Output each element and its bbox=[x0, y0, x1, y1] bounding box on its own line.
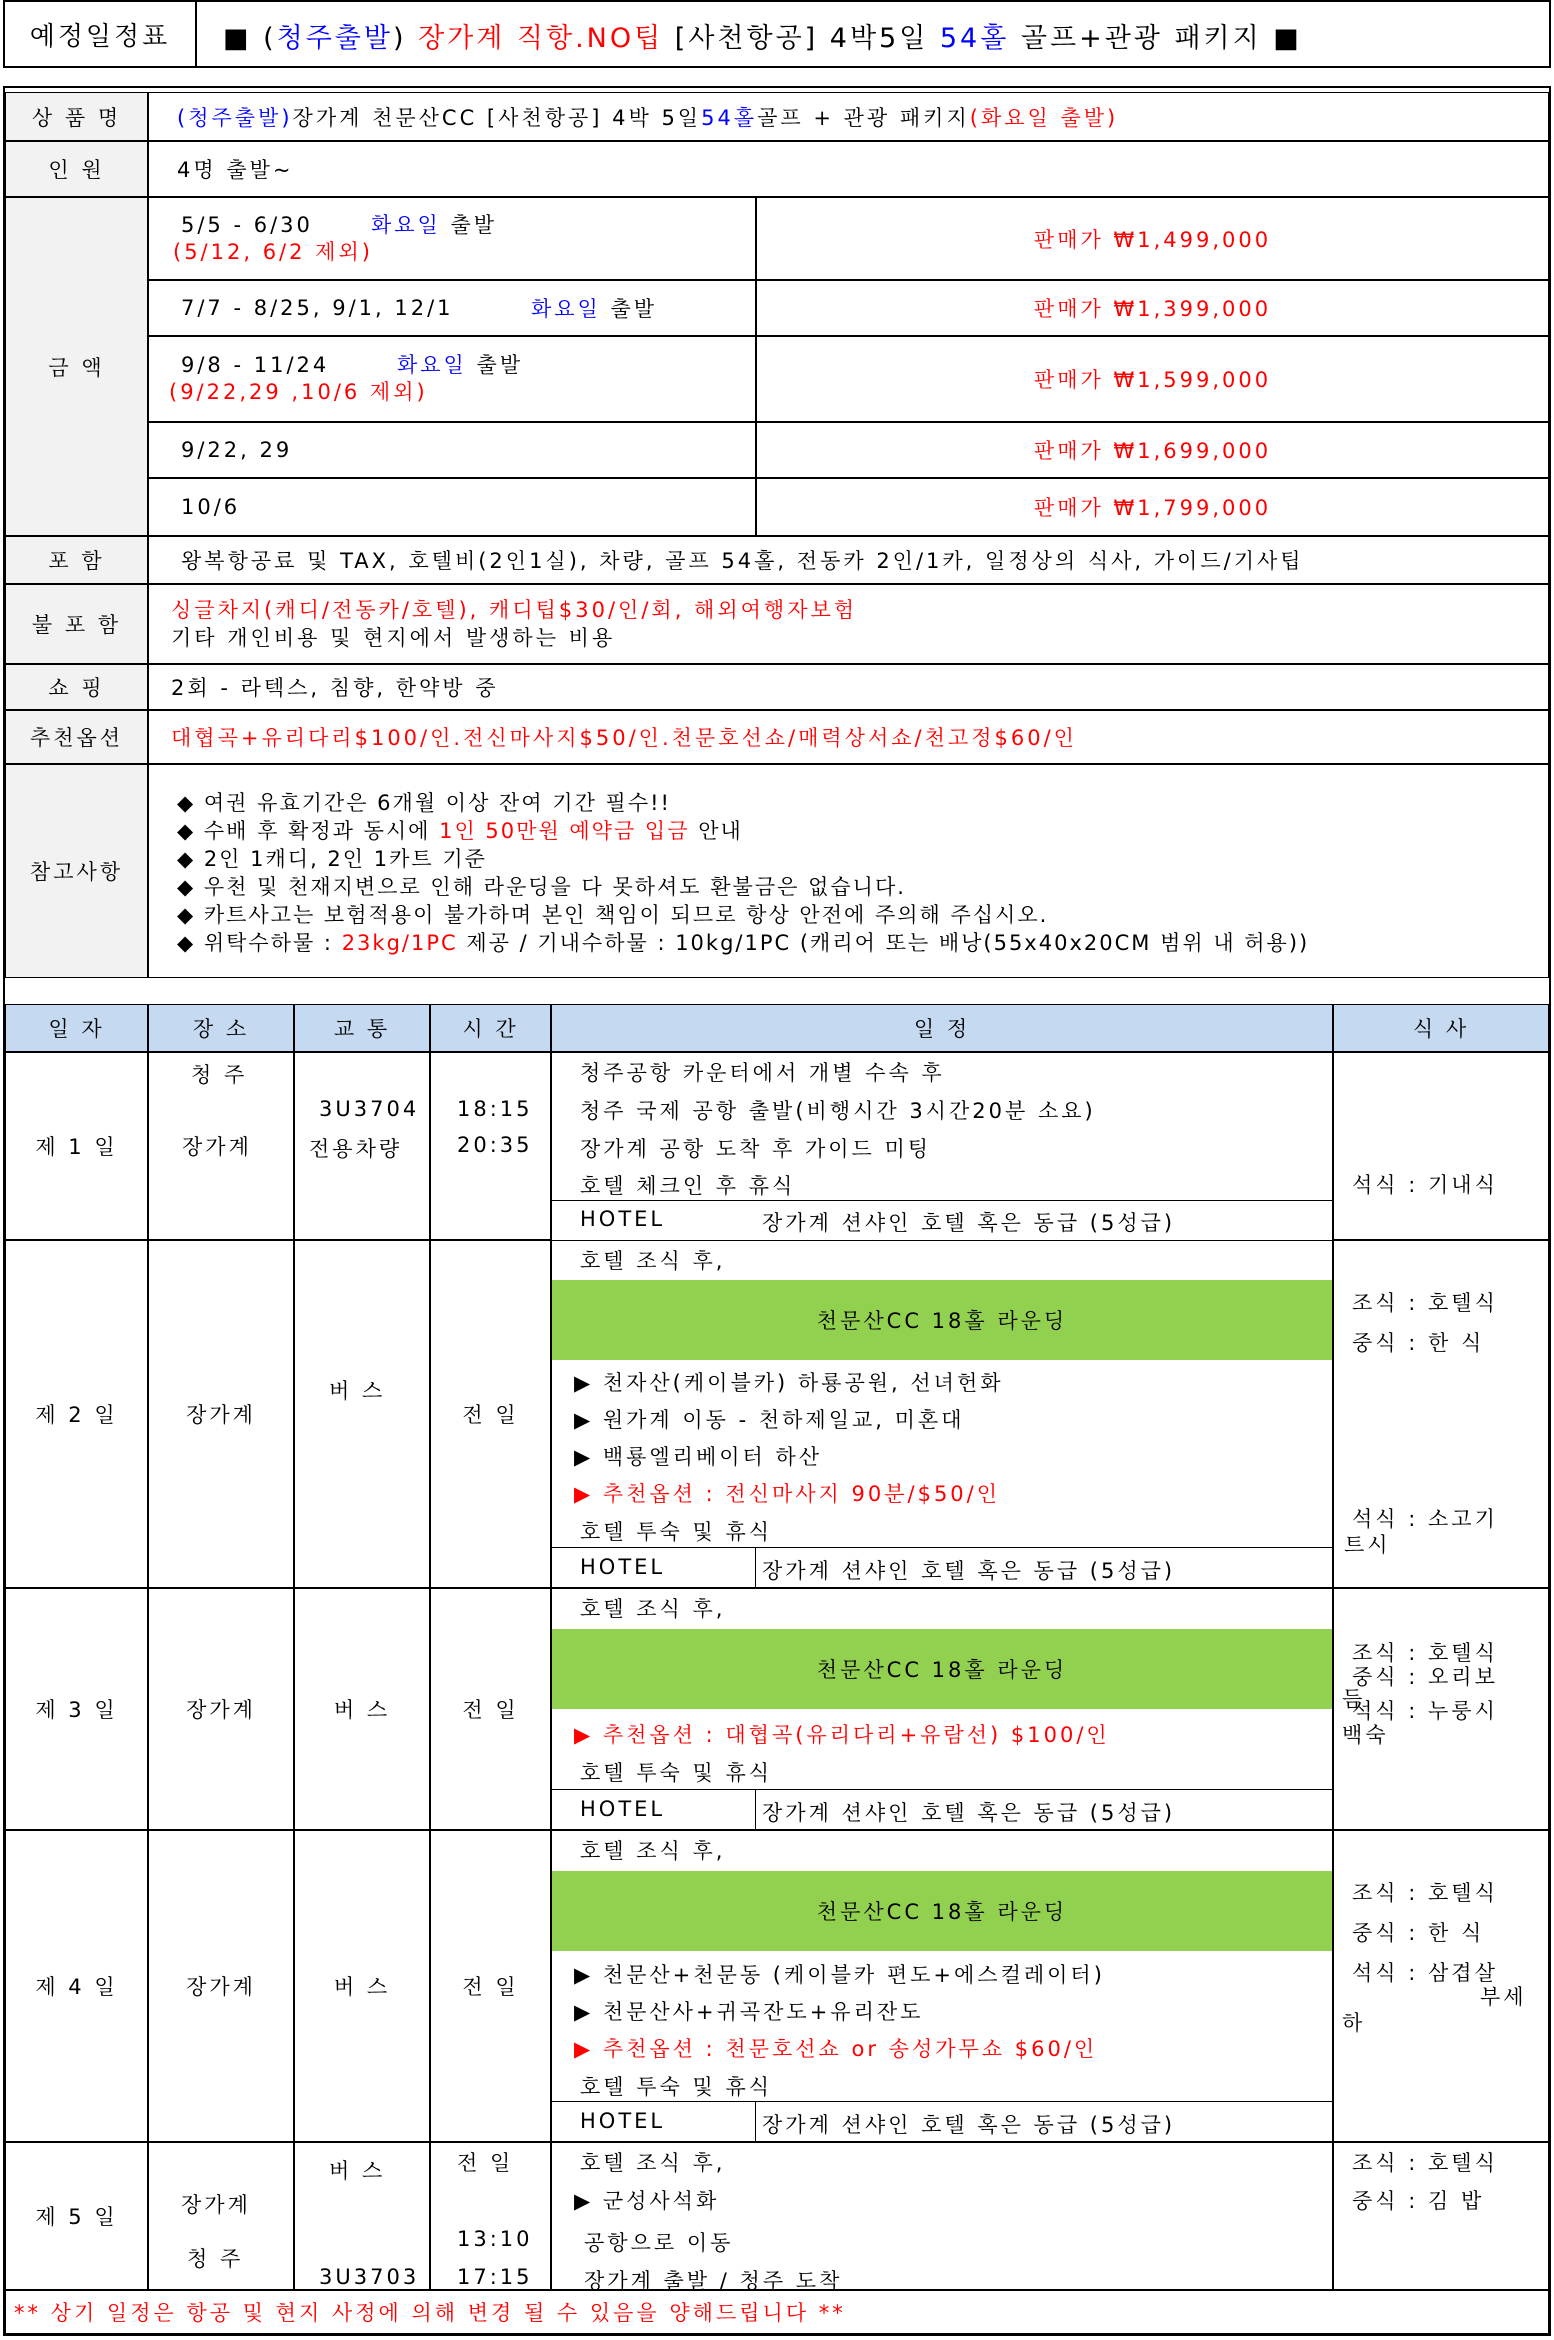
notes-list bbox=[148, 764, 1549, 978]
day-3-hotel-label: HOTEL bbox=[580, 1797, 666, 1821]
day-2-time: 전 일 bbox=[430, 1240, 551, 1588]
day-2-golf: 천문산CC 18홀 라운딩 bbox=[552, 1280, 1332, 1360]
day-3-transport: 버 스 bbox=[294, 1588, 430, 1830]
day-4-label: 제 4 일 bbox=[5, 1830, 148, 2142]
exclude-value: 싱글차지(캐디/전동카/호텔), 캐디팁$30/인/회, 해외여행자보험 기타 개인비용 및 현지에서 발생하는 비용 bbox=[148, 584, 1549, 664]
day-5-transport: 버 스 3U3703 bbox=[294, 2142, 430, 2290]
footer-note: ** 상기 일정은 항공 및 현지 사정에 의해 변경 될 수 있음을 양해드립니다 ** bbox=[5, 2290, 1549, 2334]
col-time: 시 간 bbox=[430, 1004, 551, 1052]
day-1-plan: 청주공항 카운터에서 개별 수속 후 청주 국제 공항 출발(비행시간 3시간20분 소요) 장가계 공항 도착 후 가이드 미팅 호텔 체크인 후 휴식 HOTEL 장가계 션샤인 호텔 혹은 동급 (5성급) bbox=[551, 1052, 1333, 1240]
col-plan: 일 정 bbox=[551, 1004, 1333, 1052]
people-value: 4명 출발~ bbox=[148, 141, 1549, 197]
day-1-time: 18:15 20:35 bbox=[430, 1052, 551, 1240]
product-name: (청주출발) 장가계 천문산CC [사천항공] 4박 5일 54홀 골프 + 관광 패키지 (화요일 출발) bbox=[148, 92, 1549, 141]
page-title: ■ (청주출발) 장가계 직항.NO팁 [사천항공] 4박5일 54홀 골프+관광 패키지 ■ bbox=[223, 23, 1302, 54]
day-2-place: 장가계 bbox=[148, 1240, 294, 1588]
day-4-place: 장가계 bbox=[148, 1830, 294, 2142]
day-3-hotel: 장가계 션샤인 호텔 혹은 동급 (5성급) bbox=[762, 1801, 1176, 1825]
col-place: 장 소 bbox=[148, 1004, 294, 1052]
price-label: 금 액 bbox=[5, 197, 148, 536]
day-1-hotel-label: HOTEL bbox=[580, 1207, 666, 1231]
day-1-label: 제 1 일 bbox=[5, 1052, 148, 1240]
price-value-3: 판매가 ₩1,599,000 bbox=[756, 336, 1549, 422]
exclude-label: 불 포 함 bbox=[5, 584, 148, 664]
note-item: ◆ 여권 유효기간은 6개월 이상 잔여 기간 필수!! bbox=[177, 791, 671, 815]
day-2-plan: 호텔 조식 후, 천문산CC 18홀 라운딩 ▶ 천자산(케이블카) 하룡공원, 선녀헌화 ▶ 원가계 이동 - 천하제일교, 미혼대 ▶ 백룡엘리베이터 하산 ▶ 추천옵션 : 전신마사지 90분/$50/인 호텔 투숙 및 휴식 HOTEL 장가계 션샤인 호텔 혹은 동급 (5성급) bbox=[551, 1240, 1333, 1588]
people-label: 인 원 bbox=[5, 141, 148, 197]
price-value-1: 판매가 ₩1,499,000 bbox=[756, 197, 1549, 280]
price-period-2: 7/7 - 8/25, 9/1, 12/1 화요일 출발 bbox=[148, 280, 756, 336]
day-4-plan: 호텔 조식 후, 천문산CC 18홀 라운딩 ▶ 천문산+천문동 (케이블카 편도+에스컬레이터) ▶ 천문산사+귀곡잔도+유리잔도 ▶ 추천옵션 : 천문호선쇼 or 송성가무쇼 $60/인 호텔 투숙 및 휴식 HOTEL 장가계 션샤인 호텔 혹은 동급 (5성급) bbox=[551, 1830, 1333, 2142]
include-value: 왕복항공료 및 TAX, 호텔비(2인1실), 차량, 골프 54홀, 전동카 2인/1카, 일정상의 식사, 가이드/기사팁 bbox=[148, 536, 1549, 584]
title-bar bbox=[3, 0, 1551, 68]
price-value-2: 판매가 ₩1,399,000 bbox=[756, 280, 1549, 336]
day-3-place: 장가계 bbox=[148, 1588, 294, 1830]
day-1-transport: 3U3704 전용차량 bbox=[294, 1052, 430, 1240]
day-1-hotel: 장가계 션샤인 호텔 혹은 동급 (5성급) bbox=[762, 1211, 1176, 1235]
day-4-option: ▶ 추천옵션 : 천문호선쇼 or 송성가무쇼 $60/인 bbox=[574, 2037, 1098, 2061]
price-period-5: 10/6 bbox=[148, 478, 756, 536]
include-label: 포 함 bbox=[5, 536, 148, 584]
price-value-5: 판매가 ₩1,799,000 bbox=[756, 478, 1549, 536]
day-3-option: ▶ 추천옵션 : 대협곡(유리다리+유람선) $100/인 bbox=[574, 1723, 1110, 1747]
day-2-label: 제 2 일 bbox=[5, 1240, 148, 1588]
note-item: ◆ 2인 1캐디, 2인 1카트 기준 bbox=[177, 847, 487, 871]
day-5-label: 제 5 일 bbox=[5, 2142, 148, 2290]
day-4-golf: 천문산CC 18홀 라운딩 bbox=[552, 1871, 1332, 1951]
price-period-1: 5/5 - 6/30 화요일 출발 (5/12, 6/2 제외) bbox=[148, 197, 756, 280]
product-label: 상 품 명 bbox=[5, 92, 148, 141]
shopping-value: 2회 - 라텍스, 침향, 한약방 중 bbox=[148, 664, 1549, 710]
day-4-meals: 조식 : 호텔식 중식 : 한 식 석식 : 삼겹살 부세 하 bbox=[1333, 1830, 1549, 2142]
day-3-golf: 천문산CC 18홀 라운딩 bbox=[552, 1629, 1332, 1709]
day-1-place: 청 주 장가계 bbox=[148, 1052, 294, 1240]
note-item: ◆ 우천 및 천재지변으로 인해 라운딩을 다 못하셔도 환불금은 없습니다. bbox=[177, 875, 906, 899]
note-item: ◆ 카트사고는 보험적용이 불가하며 본인 책임이 되므로 항상 안전에 주의해 주십시오. bbox=[177, 903, 1049, 927]
price-period-3: 9/8 - 11/24 화요일 출발 (9/22,29 ,10/6 제외) bbox=[148, 336, 756, 422]
day-3-time: 전 일 bbox=[430, 1588, 551, 1830]
day-5-place: 장가계 청 주 bbox=[148, 2142, 294, 2290]
shopping-label: 쇼 핑 bbox=[5, 664, 148, 710]
note-item: ◆ 수배 후 확정과 동시에 1인 50만원 예약금 입금 안내 bbox=[177, 819, 743, 843]
day-2-hotel: 장가계 션샤인 호텔 혹은 동급 (5성급) bbox=[762, 1559, 1176, 1583]
col-date: 일 자 bbox=[5, 1004, 148, 1052]
day-4-hotel-label: HOTEL bbox=[580, 2109, 666, 2133]
day-5-meals: 조식 : 호텔식 중식 : 김 밥 bbox=[1333, 2142, 1549, 2290]
day-3-plan: 호텔 조식 후, 천문산CC 18홀 라운딩 ▶ 추천옵션 : 대협곡(유리다리+유람선) $100/인 호텔 투숙 및 휴식 HOTEL 장가계 션샤인 호텔 혹은 동급 (5성급) bbox=[551, 1588, 1333, 1830]
price-value-4: 판매가 ₩1,699,000 bbox=[756, 422, 1549, 478]
day-1-meals: 석식 : 기내식 bbox=[1333, 1052, 1549, 1240]
day-4-hotel: 장가계 션샤인 호텔 혹은 동급 (5성급) bbox=[762, 2113, 1176, 2137]
day-2-hotel-label: HOTEL bbox=[580, 1555, 666, 1579]
day-4-transport: 버 스 bbox=[294, 1830, 430, 2142]
price-period-4: 9/22, 29 bbox=[148, 422, 756, 478]
option-label: 추천옵션 bbox=[5, 710, 148, 764]
day-3-label: 제 3 일 bbox=[5, 1588, 148, 1830]
note-item: ◆ 위탁수하물 : 23kg/1PC 제공 / 기내수하물 : 10kg/1PC (캐리어 또는 배낭(55x40x20CM 범위 내 허용)) bbox=[177, 931, 1310, 955]
col-transport: 교 통 bbox=[294, 1004, 430, 1052]
option-value: 대협곡+유리다리$100/인.전신마사지$50/인.천문호선쇼/매력상서쇼/천고정$60/인 bbox=[148, 710, 1549, 764]
day-3-meals: 조식 : 호텔식 중식 : 오리보 듬 석식 : 누룽시 백숙 bbox=[1333, 1588, 1549, 1830]
day-5-time: 전 일 13:10 17:15 bbox=[430, 2142, 551, 2290]
day-4-time: 전 일 bbox=[430, 1830, 551, 2142]
day-2-transport: 버 스 bbox=[294, 1240, 430, 1588]
col-meal: 식 사 bbox=[1333, 1004, 1549, 1052]
day-2-meals: 조식 : 호텔식 중식 : 한 식 석식 : 소고기 트시 bbox=[1333, 1240, 1549, 1588]
schedule-label: 예정일정표 bbox=[5, 2, 197, 66]
notes-label: 참고사항 bbox=[5, 764, 148, 978]
day-5-plan: 호텔 조식 후, ▶ 군성사석화 공항으로 이동 장가계 출발 / 청주 도착 bbox=[551, 2142, 1333, 2290]
day-2-option: ▶ 추천옵션 : 전신마사지 90분/$50/인 bbox=[574, 1482, 1001, 1506]
